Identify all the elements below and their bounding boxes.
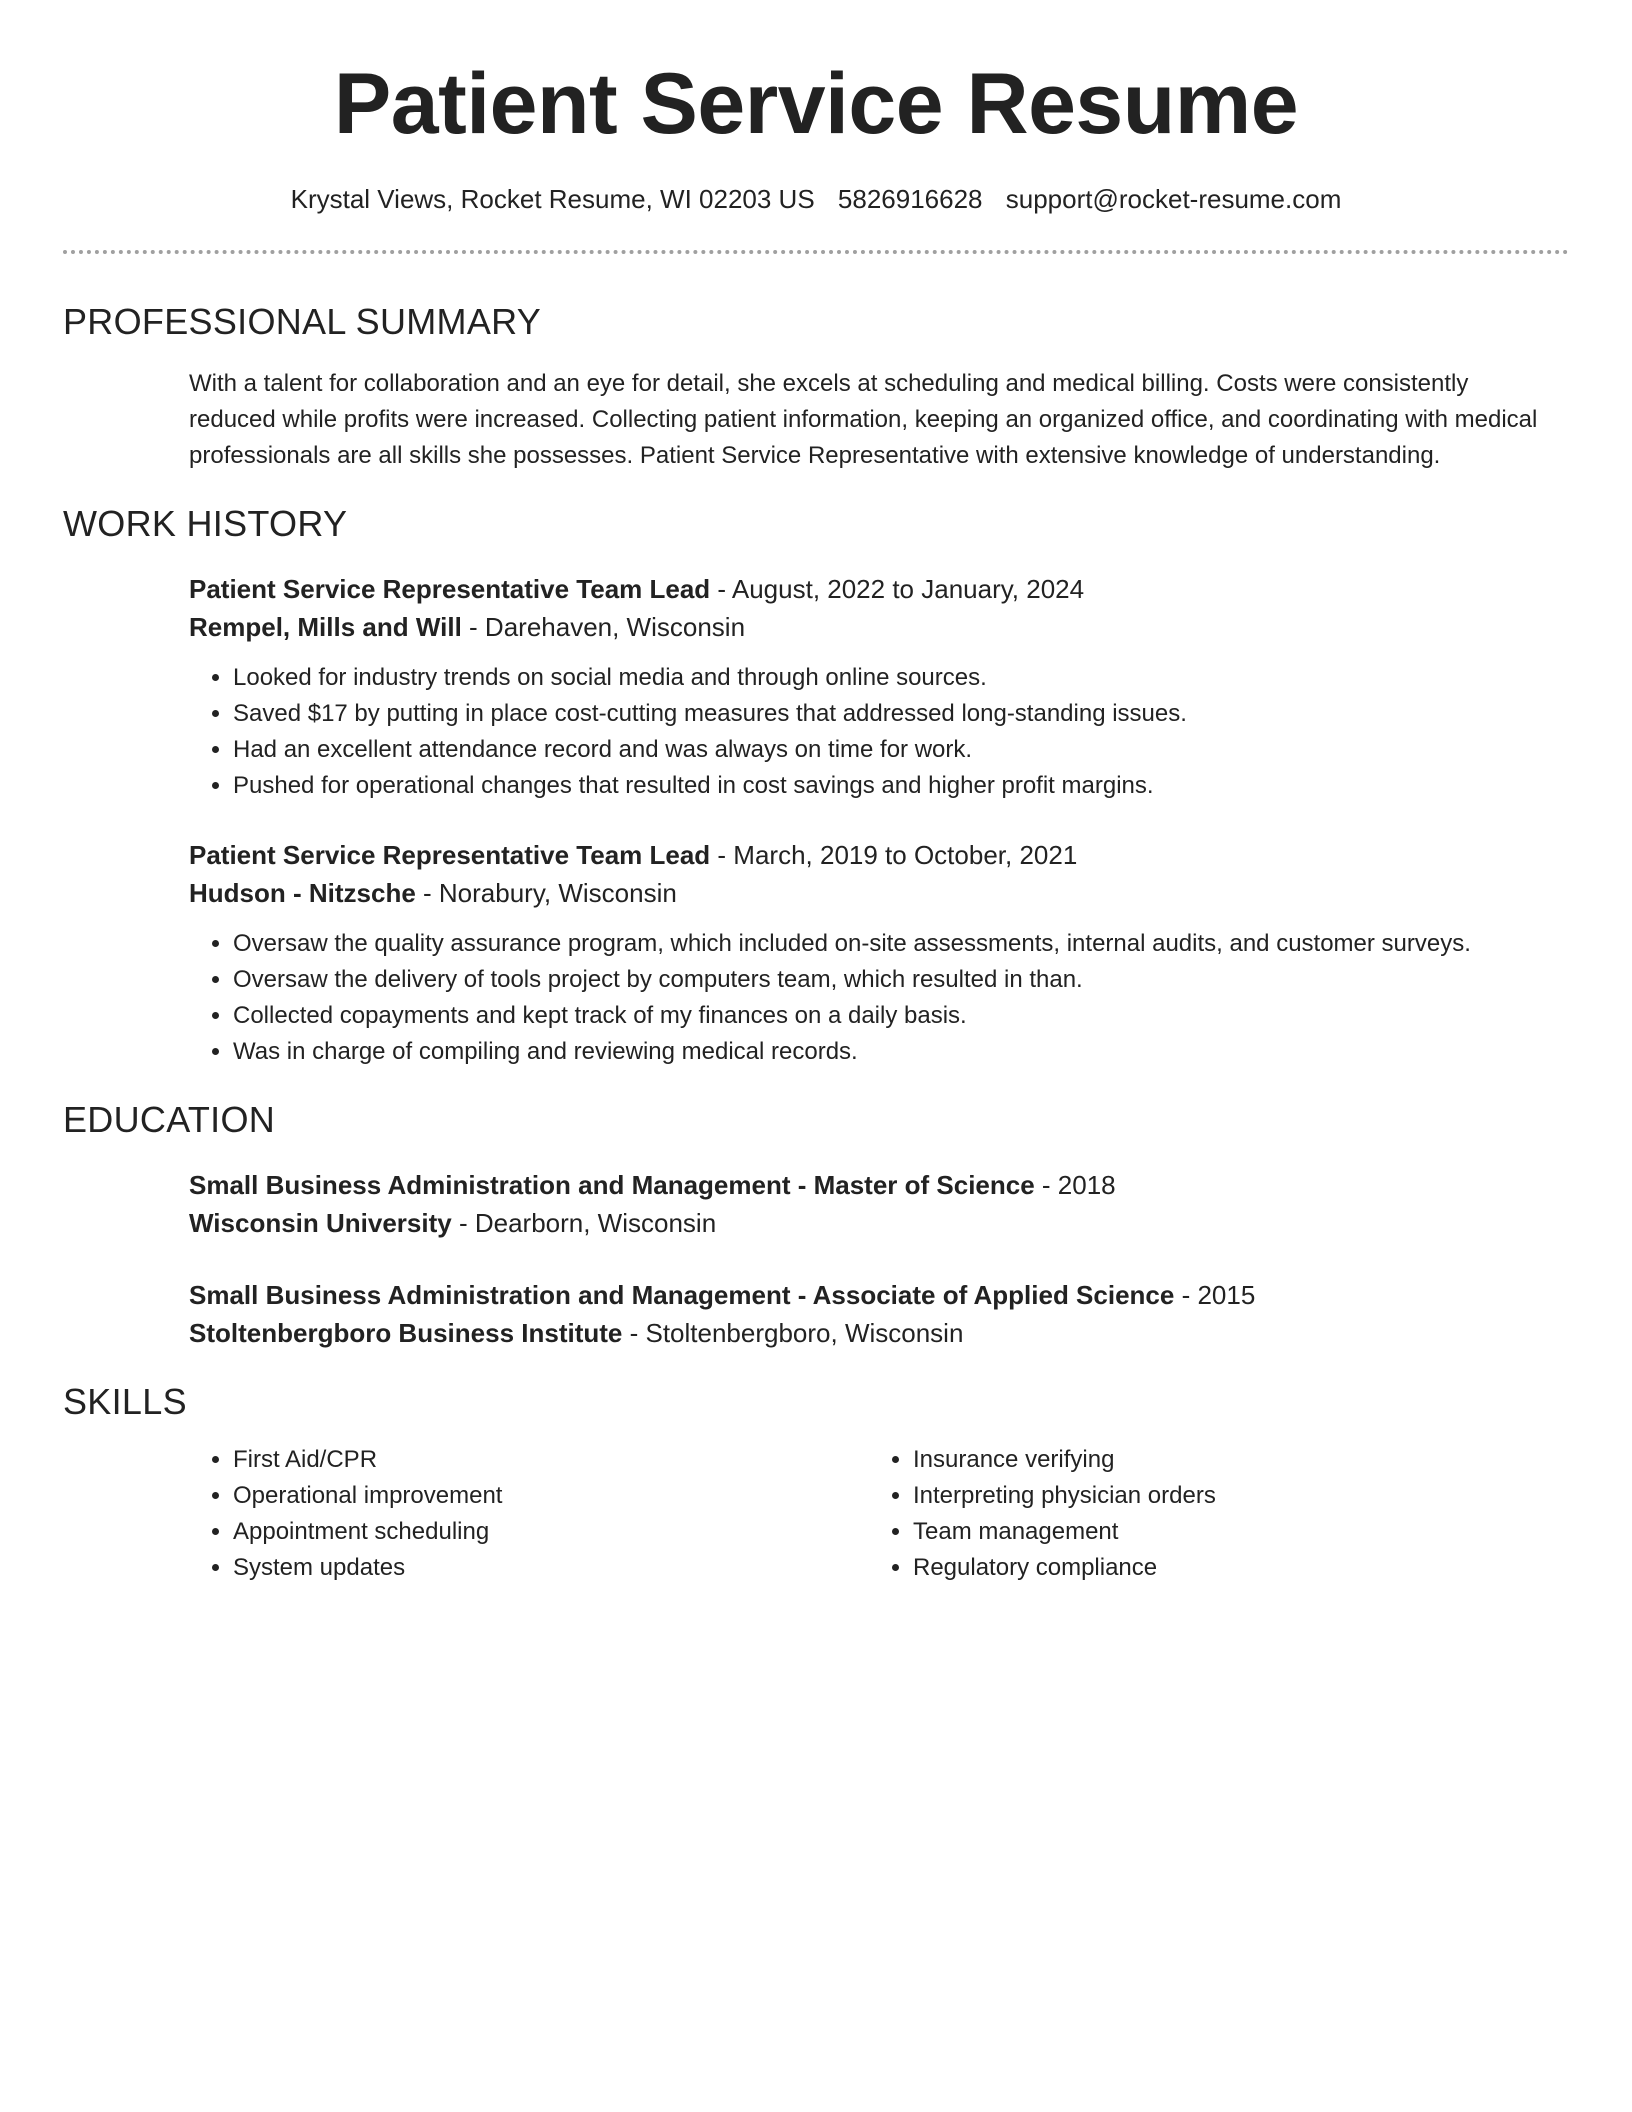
skill-item: • Operational improvement <box>233 1478 869 1514</box>
header-divider <box>63 250 1569 254</box>
skills-column-right <box>869 1442 1549 1586</box>
job-role: Patient Service Representative Team Lead <box>189 840 711 870</box>
job-role: Patient Service Representative Team Lead <box>189 574 711 604</box>
summary-heading: PROFESSIONAL SUMMARY <box>63 301 542 342</box>
job-company: Rempel, Mills and Will <box>189 612 462 642</box>
list-item: • Looked for industry trends on social media and through online sources. <box>233 660 1569 696</box>
list-item: • Oversaw the delivery of tools project by computers team, which resulted in than. <box>233 962 1569 998</box>
skills-heading: SKILLS <box>63 1381 187 1422</box>
job-role-line <box>189 570 1569 608</box>
contact-address: Krystal Views, Rocket Resume, WI 02203 US <box>290 184 815 214</box>
skill-item: • First Aid/CPR <box>233 1442 869 1478</box>
education-school: Stoltenbergboro Business Institute <box>189 1318 623 1348</box>
list-item: • Oversaw the quality assurance program, which included on-site assessments, internal audits, and customer surveys. <box>233 926 1569 962</box>
job-role-line <box>189 836 1569 874</box>
job-entry <box>189 570 1569 804</box>
job-company-line <box>189 608 1569 646</box>
job-bullets <box>189 660 1569 804</box>
contact-line <box>63 182 1569 216</box>
education-entry <box>189 1166 1569 1242</box>
job-location: - Norabury, Wisconsin <box>415 878 677 908</box>
education-school-line <box>189 1204 1569 1242</box>
job-dates: - March, 2019 to October, 2021 <box>710 840 1078 870</box>
job-company-line <box>189 874 1569 912</box>
resume-title: Patient Service Resume <box>333 56 1299 152</box>
education-entry <box>189 1276 1569 1352</box>
skill-item: • Interpreting physician orders <box>913 1478 1549 1514</box>
education-degree-line <box>189 1166 1569 1204</box>
education-school-line <box>189 1314 1569 1352</box>
job-bullets <box>189 926 1569 1070</box>
education-location: - Stoltenbergboro, Wisconsin <box>622 1318 964 1348</box>
skill-item: • Regulatory compliance <box>913 1550 1549 1586</box>
contact-email: support@rocket-resume.com <box>1005 184 1342 214</box>
skill-item: • Insurance verifying <box>913 1442 1549 1478</box>
education-school: Wisconsin University <box>189 1208 452 1238</box>
work-history-heading: WORK HISTORY <box>63 503 348 544</box>
skills-column-left <box>189 1442 869 1586</box>
job-company: Hudson - Nitzsche <box>189 878 416 908</box>
summary-text: With a talent for collaboration and an eye for detail, she excels at scheduling and medical billing. Costs were consistently reduced while profits were increased. Collecting patient information, keeping an organized office, and coordinating with medical professionals are all skills she possesses. Patient Service Representative with extensive knowledge of understanding. <box>189 370 1538 469</box>
education-year: - 2018 <box>1034 1170 1116 1200</box>
list-item: • Pushed for operational changes that resulted in cost savings and higher profit margins. <box>233 768 1569 804</box>
skills-list <box>189 1442 869 1586</box>
list-item: • Had an excellent attendance record and was always on time for work. <box>233 732 1569 768</box>
education-year: - 2015 <box>1174 1280 1256 1310</box>
skill-item: • System updates <box>233 1550 869 1586</box>
job-entry <box>189 836 1569 1070</box>
education-degree: Small Business Administration and Management - Associate of Applied Science <box>189 1280 1175 1310</box>
job-dates: - August, 2022 to January, 2024 <box>710 574 1085 604</box>
education-heading: EDUCATION <box>63 1099 276 1140</box>
contact-phone: 5826916628 <box>837 184 983 214</box>
education-degree: Small Business Administration and Management - Master of Science <box>189 1170 1035 1200</box>
education-location: - Dearborn, Wisconsin <box>451 1208 717 1238</box>
list-item: • Was in charge of compiling and reviewing medical records. <box>233 1034 1569 1070</box>
list-item: • Collected copayments and kept track of my finances on a daily basis. <box>233 998 1569 1034</box>
job-location: - Darehaven, Wisconsin <box>461 612 746 642</box>
skills-list <box>869 1442 1549 1586</box>
skills-grid <box>189 1442 1569 1586</box>
skill-item: • Appointment scheduling <box>233 1514 869 1550</box>
skill-item: • Team management <box>913 1514 1549 1550</box>
list-item: • Saved $17 by putting in place cost-cutting measures that addressed long-standing issues. <box>233 696 1569 732</box>
education-degree-line <box>189 1276 1569 1314</box>
